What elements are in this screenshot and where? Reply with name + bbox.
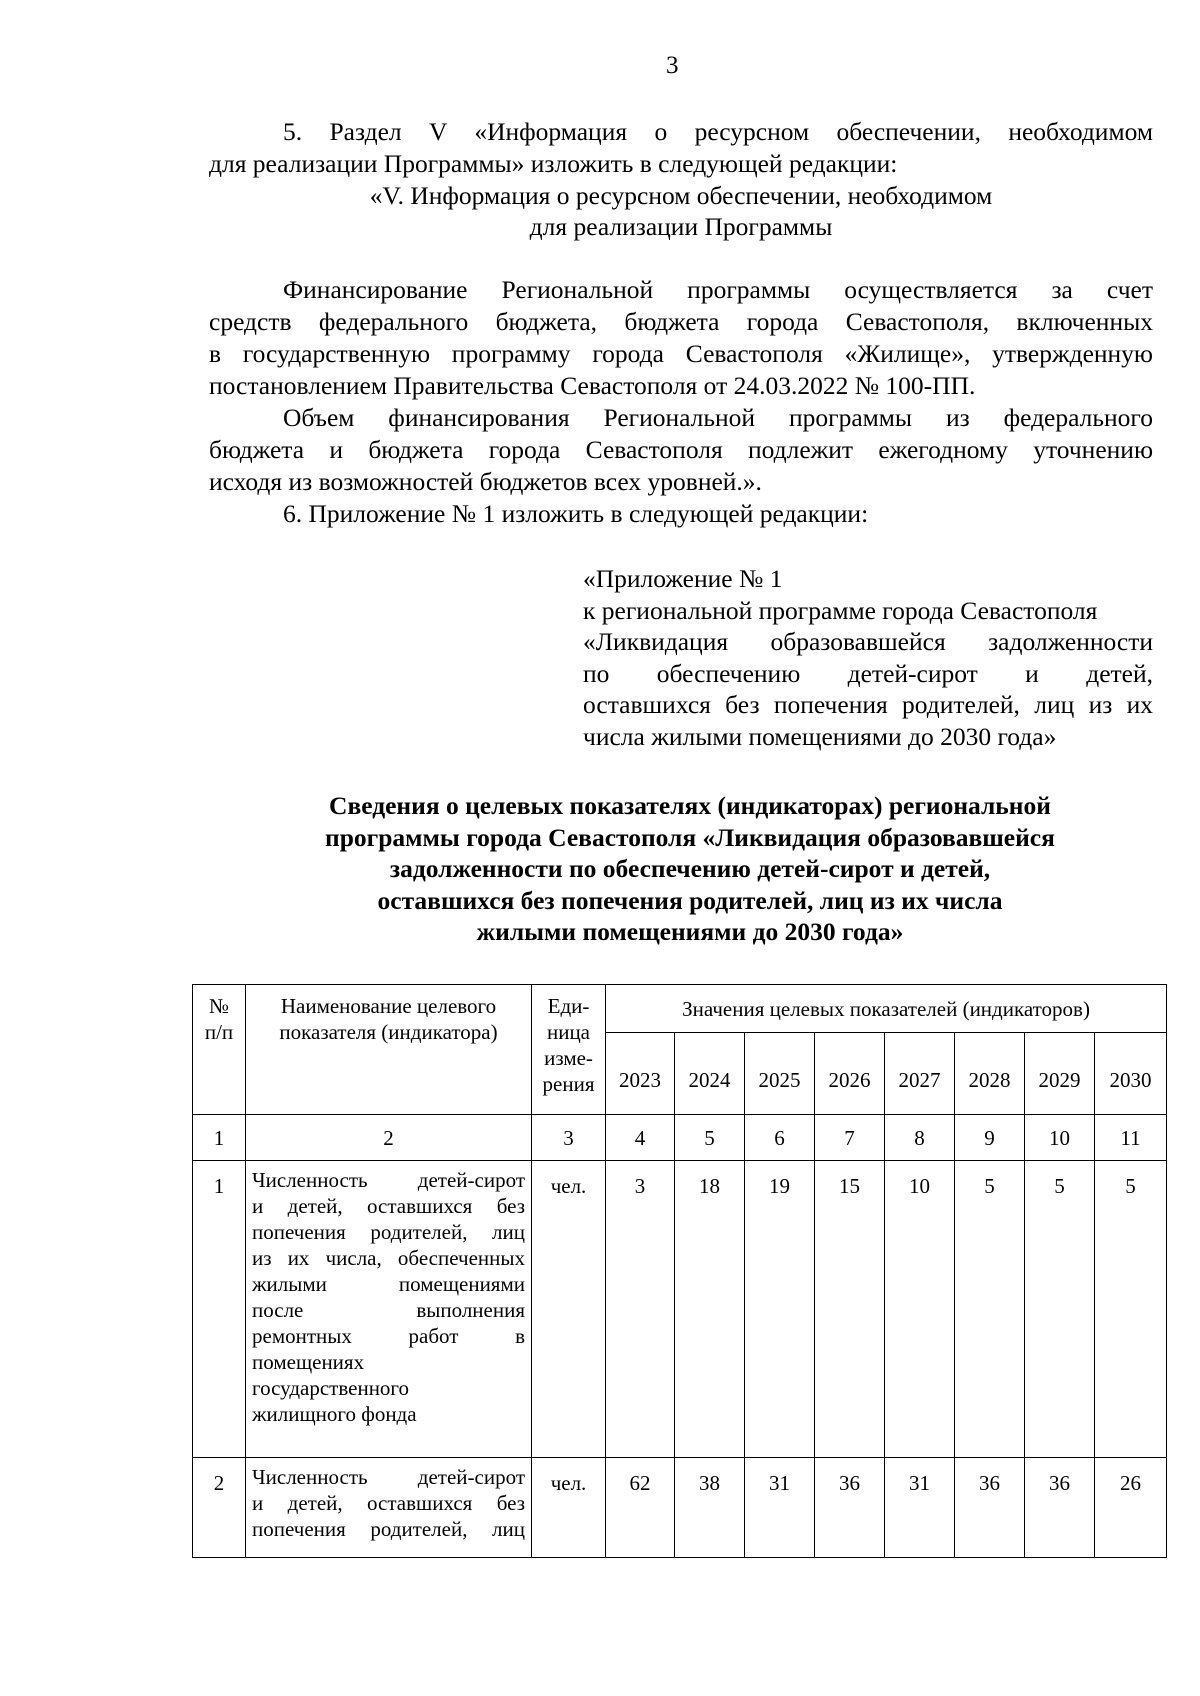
header-year-2027: 2027 [885, 1033, 955, 1115]
header-year-2030: 2030 [1095, 1033, 1167, 1115]
row1-name-line: из их числа, обеспеченных [252, 1246, 525, 1270]
header-num-cell [193, 985, 246, 1115]
row1-name-line: жилищного фонда [252, 1402, 417, 1426]
colnum-8: 8 [885, 1115, 955, 1161]
page-number-text: 3 [666, 52, 679, 79]
header-year-2024: 2024 [675, 1033, 745, 1115]
colnum-3: 3 [532, 1115, 606, 1161]
colnum-11: 11 [1095, 1115, 1167, 1161]
header-year-2026: 2026 [815, 1033, 885, 1115]
table-title-line2: программы города Севастополя «Ликвидация образовавшейся [325, 822, 1055, 852]
appendix-line4: по обеспечению детей-сирот и детей, [583, 658, 1153, 688]
indicators-table [192, 984, 1167, 1558]
paragraph-6: 6. Приложение № 1 изложить в следующей редакции: [283, 499, 869, 528]
header-year-2025: 2025 [745, 1033, 815, 1115]
colnum-4: 4 [606, 1115, 675, 1161]
row2-value-2023: 62 [606, 1458, 675, 1558]
appendix-line5: оставшихся без попечения родителей, лиц из их [583, 690, 1153, 719]
appendix-block [583, 563, 1153, 752]
row1-value-2030: 5 [1095, 1161, 1167, 1458]
header-year-2023: 2023 [606, 1033, 675, 1115]
paragraph-5-line1: 5. Раздел V «Информация о ресурсном обеспечении, необходимом [283, 117, 1153, 146]
header-num-line1: № [208, 994, 230, 1018]
header-year-2028: 2028 [955, 1033, 1025, 1115]
table-title-line5: жилыми помещениями до 2030 года» [476, 917, 904, 946]
header-name-line2: показателя (индикатора) [279, 1020, 498, 1044]
row2-value-2029: 36 [1025, 1458, 1095, 1558]
row1-value-2029: 5 [1025, 1161, 1095, 1458]
row2-value-2027: 31 [885, 1458, 955, 1558]
row2-name-line: Численность детей-сирот [252, 1465, 525, 1489]
appendix-line1: «Приложение № 1 [583, 564, 783, 593]
paragraph-5-line2: для реализации Программы» изложить в следующей редакции: [209, 149, 898, 178]
colnum-1: 1 [193, 1115, 246, 1161]
table-header-row1 [193, 985, 1167, 1033]
colnum-2: 2 [246, 1115, 532, 1161]
row2-value-2028: 36 [955, 1458, 1025, 1558]
header-name-cell [246, 985, 532, 1115]
appendix-line6: числа жилыми помещениями до 2030 года» [583, 721, 1057, 751]
table-row [193, 1161, 1167, 1458]
row1-name-line: государственного [252, 1376, 410, 1400]
row1-value-2025: 19 [745, 1161, 815, 1458]
header-unit-line1: Еди- [547, 994, 590, 1018]
row2-num: 2 [193, 1458, 246, 1558]
colnum-5: 5 [675, 1115, 745, 1161]
appendix-line2: к региональной программе города Севастополя [583, 595, 1098, 625]
header-name-line1: Наименование целевого [280, 994, 497, 1018]
colnum-6: 6 [745, 1115, 815, 1161]
header-values-group: Значения целевых показателей (индикаторов) [606, 985, 1167, 1033]
table-title [200, 790, 1180, 948]
row1-name-line: Численность детей-сирот [252, 1168, 525, 1192]
table-title-line3: задолженности по обеспечению детей-сирот и детей, [389, 854, 991, 883]
row1-name-line: после выполнения [252, 1298, 525, 1322]
header-year-2029: 2029 [1025, 1033, 1095, 1115]
row1-value-2028: 5 [955, 1161, 1025, 1458]
row1-name [246, 1161, 532, 1458]
header-unit-line3: изме- [544, 1046, 593, 1070]
row1-value-2026: 15 [815, 1161, 885, 1458]
row2-name-line: и детей, оставшихся без [252, 1491, 525, 1515]
row2-unit: чел. [532, 1458, 606, 1558]
header-unit-cell [532, 985, 606, 1115]
volume-line2: бюджета и бюджета города Севастополя подлежит ежегодному уточнению [209, 435, 1153, 464]
header-unit-line2: ница [546, 1020, 591, 1044]
row1-unit: чел. [532, 1161, 606, 1458]
financing-line4: постановлением Правительства Севастополя от 24.03.2022 № 100-ПП. [209, 371, 976, 400]
row2-value-2025: 31 [745, 1458, 815, 1558]
volume-line3: исходя из возможностей бюджетов всех уровней.». [209, 467, 762, 496]
row2-value-2026: 36 [815, 1458, 885, 1558]
row2-value-2030: 26 [1095, 1458, 1167, 1558]
column-numbers-row [193, 1115, 1167, 1161]
row1-name-line: и детей, оставшихся без [252, 1194, 525, 1218]
table-row [193, 1458, 1167, 1558]
financing-line3: в государственную программу города Севастополя «Жилище», утвержденную [209, 339, 1153, 368]
row2-name [246, 1458, 532, 1558]
row1-name-line: помещениях [252, 1350, 365, 1374]
row2-name-line: попечения родителей, лиц [252, 1517, 525, 1541]
appendix-line3: «Ликвидация образовавшейся задолженности [583, 627, 1153, 656]
financing-line2: средств федерального бюджета, бюджета города Севастополя, включенных [209, 307, 1153, 336]
colnum-9: 9 [955, 1115, 1025, 1161]
section-heading-line1: «V. Информация о ресурсном обеспечении, необходимом [369, 181, 993, 210]
table-title-line1: Сведения о целевых показателях (индикаторах) региональной [329, 791, 1051, 820]
colnum-7: 7 [815, 1115, 885, 1161]
financing-line1: Финансирование Региональной программы осуществляется за счет [283, 275, 1153, 304]
row1-value-2023: 3 [606, 1161, 675, 1458]
section-heading-line2: для реализации Программы [529, 212, 833, 241]
header-unit-line4: рения [542, 1072, 595, 1096]
row1-value-2024: 18 [675, 1161, 745, 1458]
table-title-line4: оставшихся без попечения родителей, лиц из их числа [377, 885, 1003, 915]
row1-value-2027: 10 [885, 1161, 955, 1458]
volume-line1: Объем финансирования Региональной программы из федерального [283, 403, 1153, 432]
row1-num: 1 [193, 1161, 246, 1458]
header-num-line2: п/п [204, 1020, 234, 1044]
row1-name-line: попечения родителей, лиц [252, 1220, 525, 1244]
row2-value-2024: 38 [675, 1458, 745, 1558]
row1-name-line: ремонтных работ в [252, 1324, 525, 1348]
colnum-10: 10 [1025, 1115, 1095, 1161]
row1-name-line: жилыми помещениями [252, 1272, 525, 1296]
